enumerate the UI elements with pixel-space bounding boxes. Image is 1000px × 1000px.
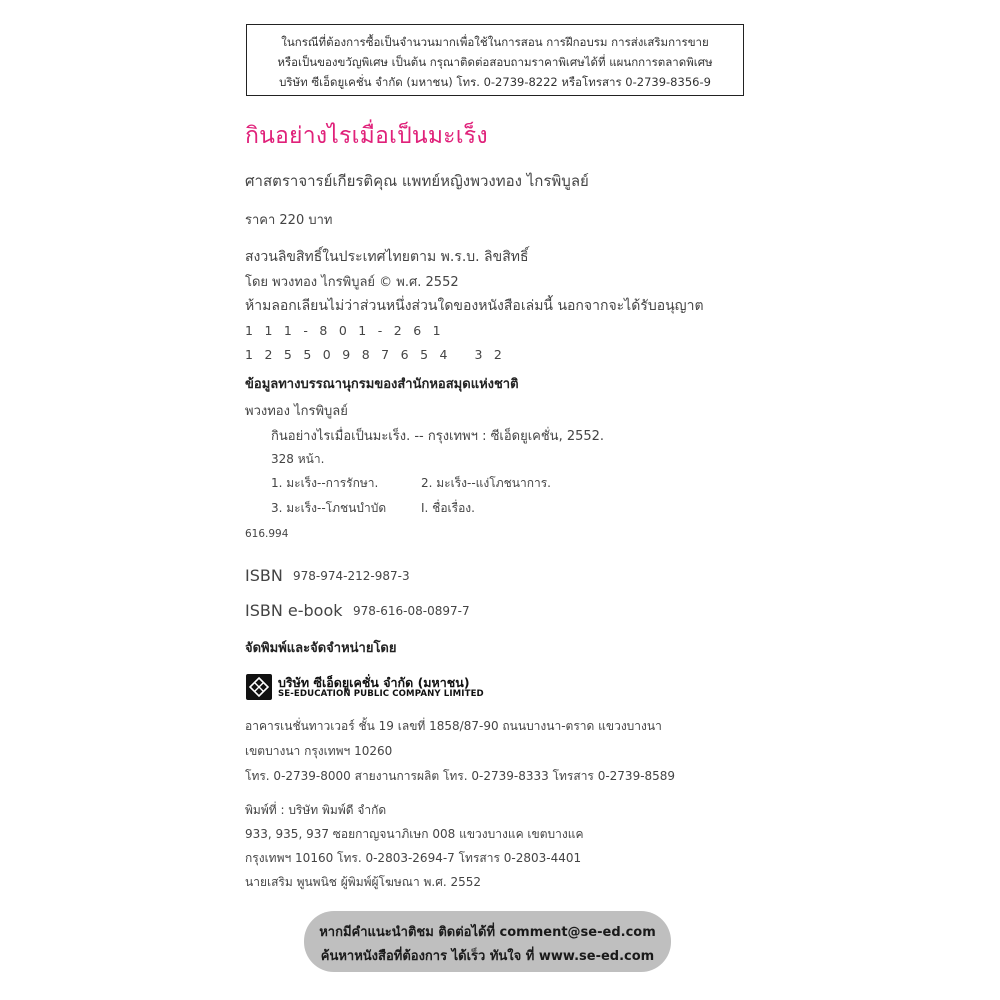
cataloging-subject-2: 2. มะเร็ง--แง่โภชนาการ. [421, 476, 551, 490]
cataloging-pages: 328 หน้า. [271, 452, 325, 466]
copyright-line-3: ห้ามลอกเลียนไม่ว่าส่วนหนึ่งส่วนใดของหนังสือเล่มนี้ นอกจากจะได้รับอนุญาต [245, 298, 704, 314]
cataloging-subject-3: 3. มะเร็ง--โภชนบำบัด [271, 501, 387, 515]
copyright-line-1: สงวนลิขสิทธิ์ในประเทศไทยตาม พ.ร.บ. ลิขสิทธิ์ [245, 249, 529, 265]
special-order-notice-box [246, 24, 744, 96]
cataloging-subject-4: I. ชื่อเรื่อง. [421, 501, 475, 515]
notice-line-2: หรือเป็นของขวัญพิเศษ เป็นต้น กรุณาติดต่อสอบถามราคาพิเศษได้ที่ แผนกการตลาดพิเศษ [277, 55, 713, 69]
publisher-address-line-2: เขตบางนา กรุงเทพฯ 10260 [245, 744, 393, 758]
publisher-heading: จัดพิมพ์และจัดจำหน่ายโดย [245, 641, 397, 656]
printer-line-1: พิมพ์ที่ : บริษัท พิมพ์ดี จำกัด [245, 803, 387, 817]
isbn-ebook-value: 978-616-08-0897-7 [353, 604, 470, 618]
cataloging-title-line: กินอย่างไรเมื่อเป็นมะเร็ง. -- กรุงเทพฯ : ซีเอ็ดยูเคชั่น, 2552. [271, 429, 605, 444]
publisher-address-line-1: อาคารเนชั่นทาวเวอร์ ชั้น 19 เลขที่ 1858/87-90 ถนนบางนา-ตราด แขวงบางนา [245, 719, 662, 733]
contact-banner [304, 911, 671, 972]
isbn-value: 978-974-212-987-3 [293, 569, 410, 583]
product-code-2: 12550987654 32 [245, 347, 514, 362]
book-price: ราคา 220 บาท [245, 213, 333, 228]
product-code-1: 111-801-261 [245, 323, 453, 338]
notice-line-3: บริษัท ซีเอ็ดยูเคชั่น จำกัด (มหาชน) โทร. 0-2739-8222 หรือโทรสาร 0-2739-8356-9 [279, 75, 711, 89]
book-title: กินอย่างไรเมื่อเป็นมะเร็ง [245, 123, 488, 149]
book-author: ศาสตราจารย์เกียรติคุณ แพทย์หญิงพวงทอง ไกรพิบูลย์ [245, 172, 589, 190]
cataloging-heading: ข้อมูลทางบรรณานุกรมของสำนักหอสมุดแห่งชาติ [245, 377, 519, 392]
printer-line-3: กรุงเทพฯ 10160 โทร. 0-2803-2694-7 โทรสาร 0-2803-4401 [245, 851, 582, 865]
publisher-phone: โทร. 0-2739-8000 สายงานการผลิต โทร. 0-2739-8333 โทรสาร 0-2739-8589 [245, 769, 676, 783]
isbn-ebook-label: ISBN e-book [245, 601, 343, 620]
publisher-name-english: SE-EDUCATION PUBLIC COMPANY LIMITED [278, 689, 484, 699]
isbn-label: ISBN [245, 566, 283, 585]
printer-line-4: นายเสริม พูนพนิช ผู้พิมพ์ผู้โฆษณา พ.ศ. 2552 [245, 875, 482, 889]
cataloging-class-number: 616.994 [245, 528, 289, 540]
contact-banner-line-2: ค้นหาหนังสือที่ต้องการ ได้เร็ว ทันใจ ที่ www.se-ed.com [320, 949, 655, 964]
cataloging-subject-1: 1. มะเร็ง--การรักษา. [271, 476, 379, 490]
notice-line-1: ในกรณีที่ต้องการซื้อเป็นจำนวนมากเพื่อใช้ในการสอน การฝึกอบรม การส่งเสริมการขาย [281, 35, 709, 49]
copyright-line-2: โดย พวงทอง ไกรพิบูลย์ © พ.ศ. 2552 [245, 275, 459, 290]
se-ed-logo-icon [246, 674, 272, 700]
printer-line-2: 933, 935, 937 ซอยกาญจนาภิเษก 008 แขวงบางแค เขตบางแค [245, 827, 584, 841]
publisher-name-thai: บริษัท ซีเอ็ดยูเคชั่น จำกัด (มหาชน) [278, 675, 470, 690]
cataloging-author: พวงทอง ไกรพิบูลย์ [245, 404, 348, 419]
contact-banner-line-1: หากมีคำแนะนำติชม ติดต่อได้ที่ comment@se-ed.com [319, 925, 656, 940]
